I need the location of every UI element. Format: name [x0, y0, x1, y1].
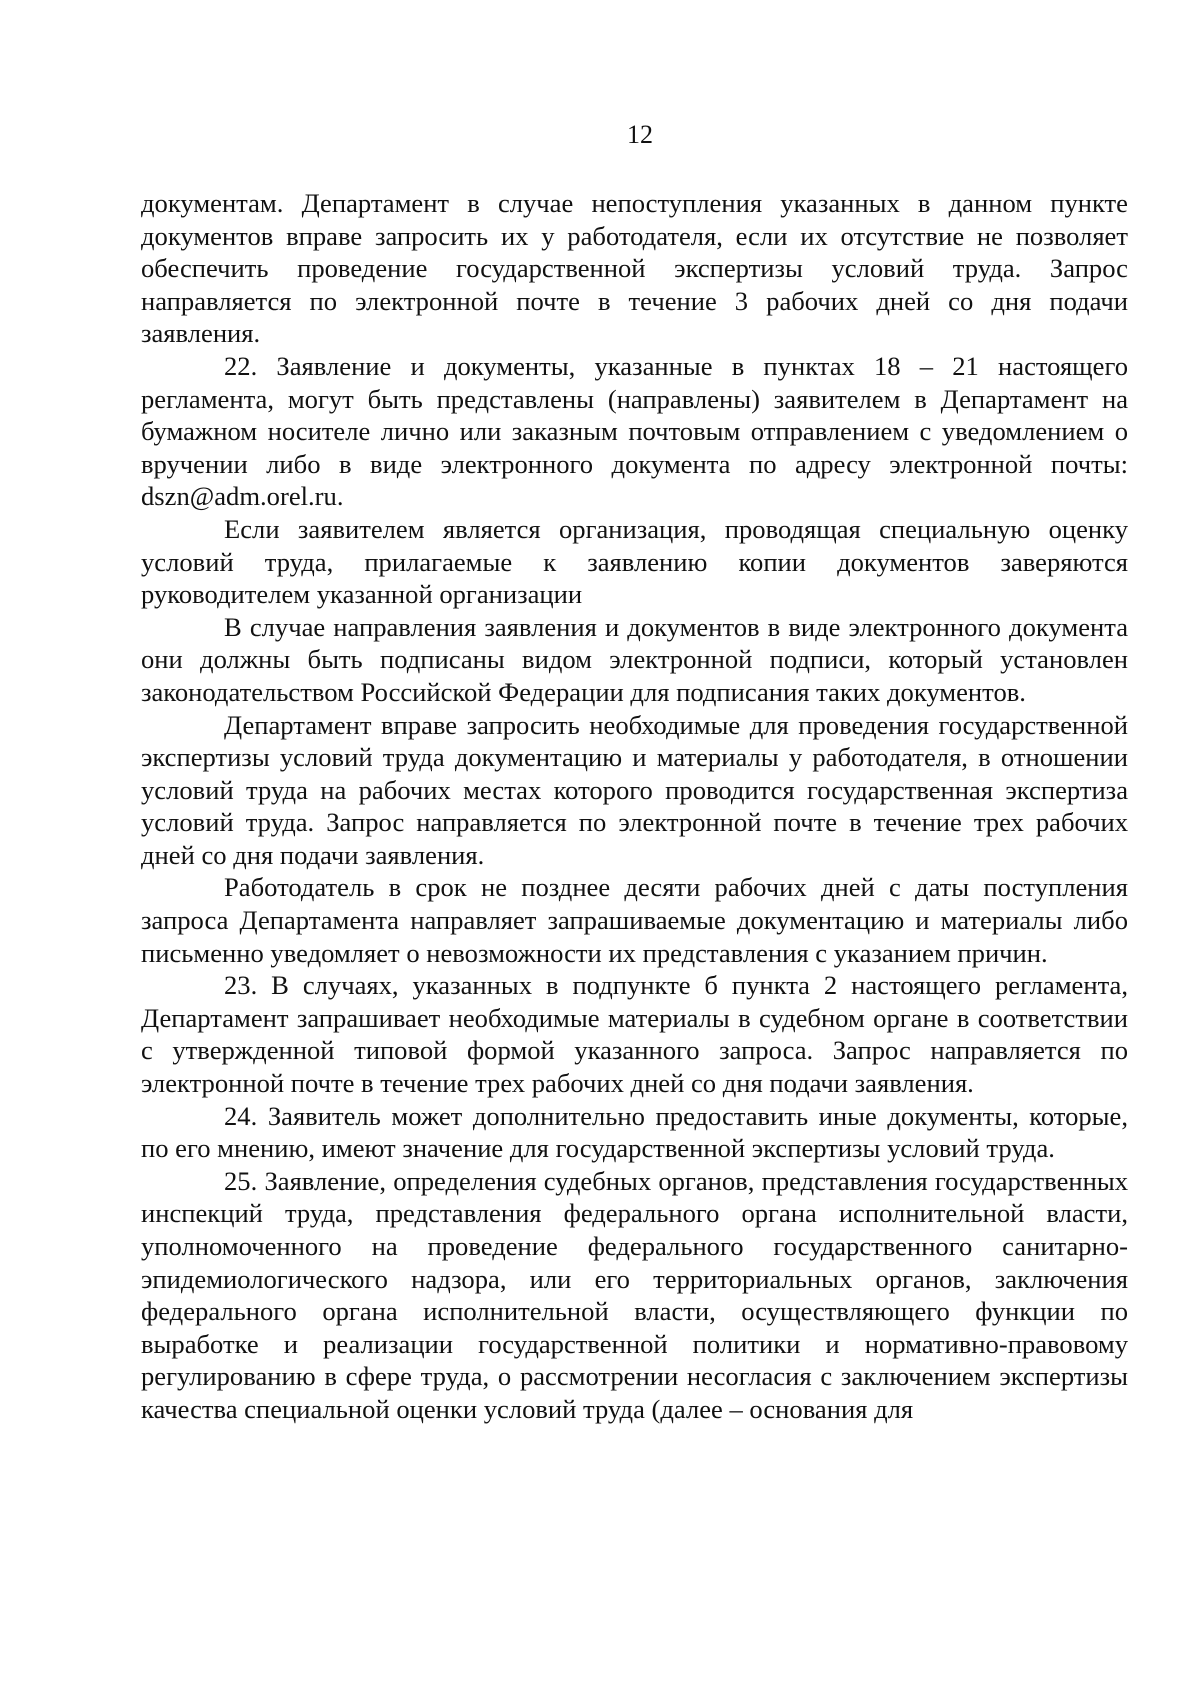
- paragraph-item-22: 22. Заявление и документы, указанные в пунктах 18 – 21 настоящего регламента, могут быть представлены (направлены) заявителем в Департамент на бумажном носителе лично или заказным почтовым отправлением с уведомлением о вручении либо в виде электронного документа по адресу электронной почты: dszn@adm.orel.ru.: [141, 350, 1128, 512]
- paragraph-applicant-organization: Если заявителем является организация, проводящая специальную оценку условий труда, прилагаемые к заявлению копии документов заверяются руководителем указанной организации: [141, 513, 1128, 610]
- paragraph-item-25: 25. Заявление, определения судебных органов, представления государственных инспекций труда, представления федерального органа исполнительной власти, уполномоченного на проведение федерального государственного санитарно-эпидемиологического надзора, или его территориальных органов, заключения федерального органа исполнительной власти, осуществляющего функции по выработке и реализации государственной политики и нормативно-правовому регулированию в сфере труда, о рассмотрении несогласия с заключением экспертизы качества специальной оценки условий труда (далее – основания для: [141, 1165, 1128, 1424]
- paragraph-item-24: 24. Заявитель может дополнительно предоставить иные документы, которые, по его мнению, имеют значение для государственной экспертизы условий труда.: [141, 1100, 1128, 1164]
- paragraph-department-request: Департамент вправе запросить необходимые для проведения государственной экспертизы условий труда документацию и материалы у работодателя, в отношении условий труда на рабочих местах которого проводится государственная экспертиза условий труда. Запрос направляется по электронной почте в течение трех рабочих дней со дня подачи заявления.: [141, 709, 1128, 870]
- paragraph-item-23: 23. В случаях, указанных в подпункте б пункта 2 настоящего регламента, Департамент запрашивает необходимые материалы в судебном органе в соответствии с утвержденной типовой формой указанного запроса. Запрос направляется по электронной почте в течение трех рабочих дней со дня подачи заявления.: [141, 970, 1128, 1099]
- page-number: 12: [627, 120, 653, 149]
- paragraph-continuation: документам. Департамент в случае непоступления указанных в данном пункте документов вправе запросить их у работодателя, если их отсутствие не позволяет обеспечить проведение государственной экспертизы условий труда. Запрос направляется по электронной почте в течение 3 рабочих дней со дня подачи заявления.: [141, 188, 1128, 349]
- paragraph-electronic-submission: В случае направления заявления и документов в виде электронного документа они должны быть подписаны видом электронной подписи, который установлен законодательством Российской Федерации для подписания таких документов.: [141, 611, 1128, 707]
- document-body: [141, 187, 1128, 1426]
- paragraph-employer-response: Работодатель в срок не позднее десяти рабочих дней с даты поступления запроса Департамента направляет запрашиваемые документацию и материалы либо письменно уведомляет о невозможности их представления с указанием причин.: [141, 872, 1128, 968]
